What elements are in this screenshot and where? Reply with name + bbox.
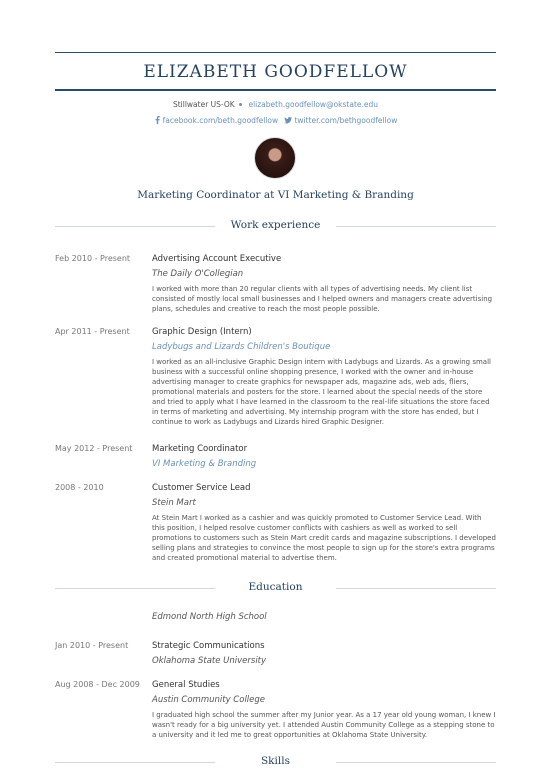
section-title: Work experience bbox=[230, 219, 321, 231]
separator-dot bbox=[239, 103, 242, 106]
entry-org: The Daily O'Collegian bbox=[152, 269, 244, 279]
entry-role: Strategic Communications bbox=[152, 641, 265, 651]
entry-org: Stein Mart bbox=[152, 498, 196, 508]
entry-role: Advertising Account Executive bbox=[152, 254, 282, 264]
facebook-link[interactable]: facebook.com/beth.goodfellow bbox=[162, 116, 279, 125]
section-divider-right bbox=[336, 226, 496, 227]
top-divider bbox=[55, 52, 496, 53]
skills-section-header bbox=[55, 755, 496, 769]
entry-description: I worked with more than 20 regular clients with all types of advertising needs. My client list consisted of mostly local small businesses and I helped owners and managers create advertising plans, schedules and creative to reach the most people possible. bbox=[152, 285, 493, 313]
education-section-header bbox=[55, 581, 496, 595]
entry-org-link[interactable]: VI Marketing & Branding bbox=[152, 459, 257, 469]
entry-org: Austin Community College bbox=[152, 695, 266, 705]
social-line bbox=[0, 116, 551, 126]
section-divider-right bbox=[336, 588, 496, 589]
section-divider-right bbox=[336, 762, 496, 763]
twitter-icon bbox=[284, 117, 292, 126]
candidate-name: ELIZABETH GOODFELLOW bbox=[143, 62, 408, 82]
email-link[interactable]: elizabeth.goodfellow@okstate.edu bbox=[248, 100, 379, 109]
entry-role: General Studies bbox=[152, 680, 220, 690]
headline: Marketing Coordinator at VI Marketing & Branding bbox=[137, 189, 414, 201]
contact-line bbox=[0, 100, 551, 109]
entry-description: I graduated high school the summer after my Junior year. As a 17 year old young woman, I knew I wasn't ready for a big university yet. I attended Austin Community College as a stepping stone to a university and it led me to great opportunities at Oklahoma State University. bbox=[152, 711, 496, 739]
entry-date: May 2012 - Present bbox=[55, 444, 133, 453]
entry-date: Feb 2010 - Present bbox=[55, 254, 131, 263]
location-text: Stillwater US-OK bbox=[172, 100, 235, 109]
entry-date: Aug 2008 - Dec 2009 bbox=[55, 680, 140, 689]
entry-role: Graphic Design (Intern) bbox=[152, 327, 252, 337]
facebook-icon bbox=[154, 116, 161, 126]
entry-role: Marketing Coordinator bbox=[152, 444, 248, 454]
entry-description: I worked as an all-inclusive Graphic Design intern with Ladybugs and Lizards. As a growing small business with a successful online shopping presence, I worked with the owner and in-house advertising manager to create graphics for newspaper ads, magazine ads, web ads, fliers, promotional materials and posters for the store. I learned about the special needs of the store and tried to apply what I have learned in the classroom to the real-life situations the store faced in terms of marketing and advertising. My internship program with the store has ended, but I continue to work as Ladybugs and Lizards hired Graphic Designer. bbox=[152, 358, 491, 426]
twitter-link[interactable]: twitter.com/bethgoodfellow bbox=[294, 116, 398, 125]
section-title: Education bbox=[248, 581, 303, 593]
entry-date: 2008 - 2010 bbox=[55, 483, 104, 492]
entry-description: At Stein Mart I worked as a cashier and was quickly promoted to Customer Service Lead. With this position, I helped resolve customer conflicts with cashiers as well as worked to sell promotions to customers such as Stein Mart credit cards and magazine subscriptions. I developed selling plans and strategies to convince the most people to sign up for the store's extra programs and created promotional material to advertise them. bbox=[152, 514, 496, 562]
profile-photo bbox=[254, 137, 296, 179]
work-section-header bbox=[55, 219, 496, 233]
entry-date: Jan 2010 - Present bbox=[55, 641, 129, 650]
entry-org-link[interactable]: Ladybugs and Lizards Children's Boutique bbox=[152, 342, 331, 352]
entry-org: Oklahoma State University bbox=[152, 656, 267, 666]
name-divider bbox=[55, 89, 496, 91]
entry-role: Customer Service Lead bbox=[152, 483, 251, 493]
entry-org: Edmond North High School bbox=[152, 612, 267, 622]
entry-date: Apr 2011 - Present bbox=[55, 327, 130, 336]
section-title: Skills bbox=[260, 755, 291, 767]
